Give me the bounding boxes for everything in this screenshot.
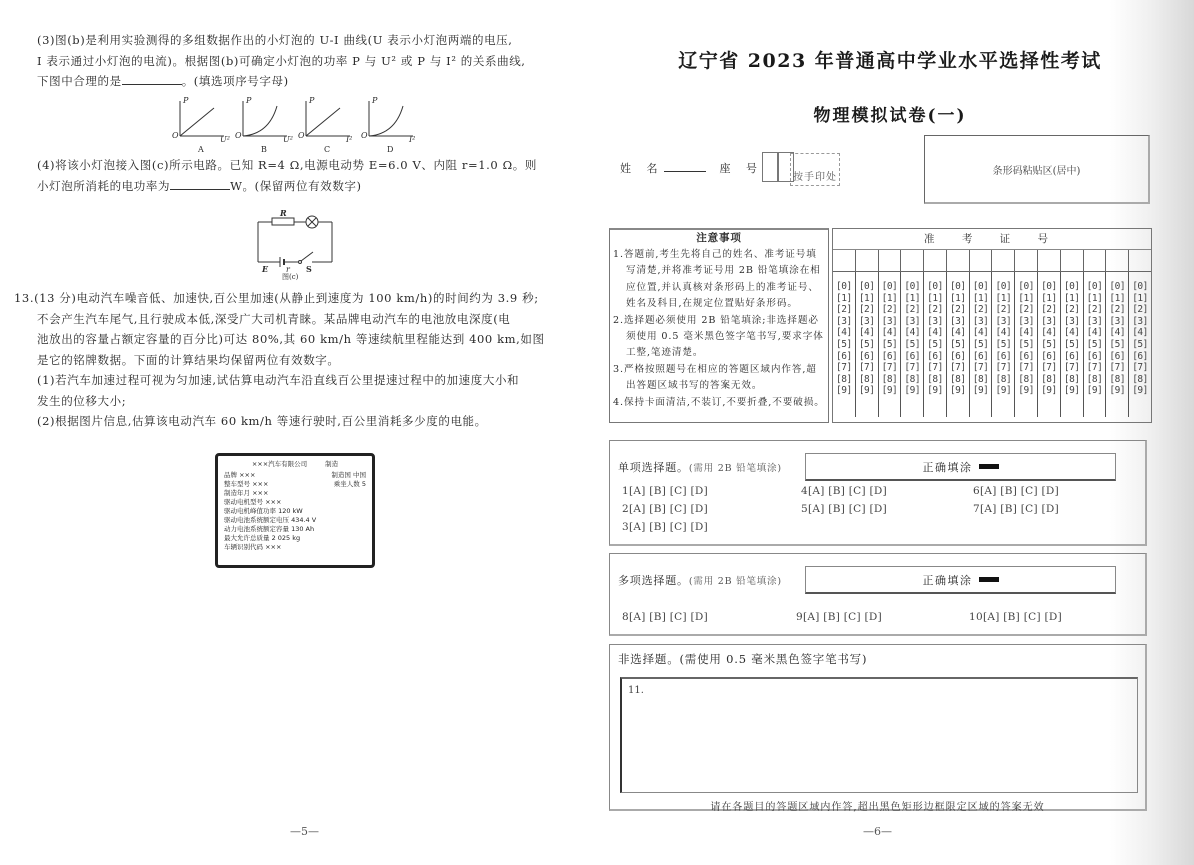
- digit-bubble[interactable]: [4]: [881, 327, 898, 339]
- digit-bubble[interactable]: [8]: [949, 373, 966, 385]
- exam-id-column: [1128, 272, 1151, 417]
- label-E: E: [262, 264, 269, 274]
- q13-line3: 池放出的容量占额定容量的百分比)可达 80%,其 60 km/h 等速续航里程能达到 400 km,如图: [37, 332, 545, 346]
- exam-id-write-cell[interactable]: [1014, 250, 1037, 271]
- digit-bubble[interactable]: [8]: [904, 373, 921, 385]
- digit-bubble[interactable]: [3]: [836, 315, 852, 327]
- digit-bubble[interactable]: [8]: [881, 373, 898, 385]
- seat-box-1[interactable]: [762, 152, 778, 182]
- digit-bubble[interactable]: [7]: [1086, 362, 1103, 374]
- digit-bubble[interactable]: [7]: [836, 362, 852, 374]
- graph-label: C: [324, 145, 331, 154]
- digit-bubble[interactable]: [4]: [972, 327, 989, 339]
- curve-b: [243, 106, 277, 136]
- curve-c: [306, 108, 340, 136]
- exam-id-column: [1083, 272, 1106, 417]
- digit-bubble[interactable]: [5]: [1132, 338, 1148, 350]
- nameplate-row: [224, 534, 366, 543]
- digit-bubble[interactable]: [3]: [949, 315, 966, 327]
- digit-bubble[interactable]: [3]: [881, 315, 898, 327]
- choice-question-7[interactable]: 7[A] [B] [C] [D]: [973, 503, 1060, 515]
- exam-id-column: [1105, 272, 1128, 417]
- digit-bubble[interactable]: [5]: [1063, 338, 1080, 350]
- digit-bubble[interactable]: [7]: [995, 362, 1012, 374]
- digit-bubble[interactable]: [9]: [949, 385, 966, 397]
- q13-line2: 不会产生汽车尾气,且行驶成本低,深受广大司机青睐。某品牌电动汽车的电池放电深度(电: [37, 311, 511, 326]
- digit-bubble[interactable]: [0]: [1109, 281, 1126, 292]
- digit-bubble[interactable]: [8]: [1018, 373, 1034, 385]
- exam-id-write-cell[interactable]: [1128, 250, 1151, 271]
- exam-id-column: [1014, 272, 1037, 417]
- exam-id-write-cell[interactable]: [1060, 250, 1083, 271]
- answer-blank[interactable]: [170, 177, 230, 190]
- choice-question-10[interactable]: 10[A] [B] [C] [D]: [969, 611, 1062, 623]
- thumbprint-area: 按手印处: [790, 153, 840, 186]
- label-S: S: [306, 264, 312, 274]
- nameplate-key: 驱动电机型号 ×××: [224, 498, 282, 506]
- digit-bubble[interactable]: [2]: [972, 304, 989, 316]
- pu-graphs: [172, 98, 422, 152]
- digit-bubble[interactable]: [3]: [1018, 315, 1034, 327]
- digit-bubble[interactable]: [3]: [995, 315, 1012, 327]
- choice-question-6[interactable]: 6[A] [B] [C] [D]: [973, 485, 1060, 497]
- digit-bubble[interactable]: [6]: [1086, 350, 1103, 362]
- digit-bubble[interactable]: [9]: [1086, 385, 1103, 397]
- digit-bubble[interactable]: [4]: [949, 327, 966, 339]
- digit-bubble[interactable]: [0]: [836, 281, 852, 292]
- digit-bubble[interactable]: [9]: [1109, 385, 1126, 397]
- digit-bubble[interactable]: [7]: [927, 362, 943, 374]
- digit-bubble[interactable]: [3]: [927, 315, 943, 327]
- q12-part3-line3: 下图中合理的是 。(填选项序号字母): [37, 74, 289, 88]
- digit-bubble[interactable]: [0]: [1041, 281, 1057, 292]
- digit-bubble[interactable]: [1]: [1086, 292, 1103, 304]
- digit-bubble[interactable]: [2]: [1132, 304, 1148, 316]
- choice-question-2[interactable]: 2[A] [B] [C] [D]: [622, 503, 709, 515]
- digit-bubble[interactable]: [4]: [904, 327, 921, 339]
- digit-bubble[interactable]: [4]: [1041, 327, 1057, 339]
- multi-choice-label: 多项选择题。(需用 2B 铅笔填涂): [618, 574, 782, 587]
- nameplate-rows: [224, 471, 366, 552]
- digit-bubble[interactable]: [1]: [927, 292, 943, 304]
- exam-id-write-cell[interactable]: [900, 250, 923, 271]
- exam-id-write-cell[interactable]: [946, 250, 969, 271]
- digit-bubble[interactable]: [3]: [904, 315, 921, 327]
- digit-bubble[interactable]: [1]: [836, 292, 852, 304]
- digit-bubble[interactable]: [9]: [1041, 385, 1057, 397]
- q13-line7: (2)根据图片信息,估算该电动汽车 60 km/h 等速行驶时,百公里消耗多少度的电能。: [37, 414, 487, 428]
- digit-bubble[interactable]: [3]: [972, 315, 989, 327]
- digit-bubble[interactable]: [2]: [995, 304, 1012, 316]
- choice-question-4[interactable]: 4[A] [B] [C] [D]: [801, 485, 888, 497]
- nameplate-key: 动力电池系统额定容量 130 Ah: [224, 525, 315, 533]
- digit-bubble[interactable]: [7]: [949, 362, 966, 374]
- digit-bubble[interactable]: [8]: [927, 373, 943, 385]
- page-number: —5—: [290, 825, 319, 838]
- origin-label: O: [235, 131, 242, 140]
- nameplate-row: [224, 516, 366, 525]
- digit-bubble[interactable]: [4]: [995, 327, 1012, 339]
- choice-question-9[interactable]: 9[A] [B] [C] [D]: [796, 611, 883, 623]
- digit-bubble[interactable]: [6]: [1132, 350, 1148, 362]
- digit-bubble[interactable]: [2]: [949, 304, 966, 316]
- digit-bubble[interactable]: [8]: [836, 373, 852, 385]
- exam-id-column: [833, 272, 855, 417]
- fill-mark-icon: [979, 577, 999, 582]
- origin-label: O: [172, 131, 179, 140]
- digit-bubble[interactable]: [2]: [927, 304, 943, 316]
- exam-id-column: [900, 272, 923, 417]
- exam-id-write-cell[interactable]: [923, 250, 946, 271]
- digit-bubble[interactable]: [3]: [1041, 315, 1057, 327]
- answer-area-note: 请在各题目的答题区域内作答,超出黑色矩形边框限定区域的答案无效: [710, 802, 1045, 813]
- digit-bubble[interactable]: [4]: [1132, 327, 1148, 339]
- exam-id-write-cell[interactable]: [1105, 250, 1128, 271]
- digit-bubble[interactable]: [7]: [858, 362, 875, 374]
- digit-bubble[interactable]: [5]: [972, 338, 989, 350]
- digit-bubble[interactable]: [0]: [972, 281, 989, 292]
- nameplate-row: [224, 543, 366, 552]
- digit-bubble[interactable]: [8]: [1109, 373, 1126, 385]
- digit-bubble[interactable]: [6]: [927, 350, 943, 362]
- curve-d: [369, 106, 403, 136]
- resistor-icon: [272, 218, 294, 225]
- exam-id-column: [946, 272, 969, 417]
- digit-bubble[interactable]: [3]: [1086, 315, 1103, 327]
- digit-bubble[interactable]: [7]: [1109, 362, 1126, 374]
- digit-bubble[interactable]: [8]: [995, 373, 1012, 385]
- exam-id-write-cell[interactable]: [991, 250, 1014, 271]
- nameplate-key: 驱动电池系统额定电压 434.4 V: [224, 516, 317, 524]
- digit-bubble[interactable]: [7]: [1132, 362, 1148, 374]
- q12-part3: [37, 30, 557, 92]
- left-page: [0, 0, 590, 865]
- digit-bubble[interactable]: [0]: [1018, 281, 1034, 292]
- graph-label: A: [198, 145, 204, 154]
- digit-bubble[interactable]: [6]: [904, 350, 921, 362]
- axis-label-y: P: [372, 96, 378, 105]
- digit-bubble[interactable]: [1]: [1132, 292, 1148, 304]
- label-r: r: [286, 265, 290, 274]
- choice-question-8[interactable]: 8[A] [B] [C] [D]: [622, 611, 709, 623]
- axis-label-x: U²: [220, 135, 230, 144]
- digit-bubble[interactable]: [0]: [995, 281, 1012, 292]
- single-choice-label: 单项选择题。(需用 2B 铅笔填涂): [618, 461, 782, 474]
- single-choice-section: [609, 440, 1147, 546]
- barcode-area: 条形码粘贴区(居中): [924, 135, 1150, 204]
- exam-id-write-cell[interactable]: [1083, 250, 1106, 271]
- correct-fill-example: 正确填涂: [805, 566, 1116, 594]
- digit-bubble[interactable]: [1]: [995, 292, 1012, 304]
- axis-label-y: P: [183, 96, 189, 105]
- digit-bubble[interactable]: [0]: [949, 281, 966, 292]
- digit-bubble[interactable]: [9]: [1132, 385, 1148, 397]
- notes-title: 注意事项: [696, 232, 742, 244]
- seat-label: 座 号: [719, 162, 763, 175]
- digit-bubble[interactable]: [8]: [972, 373, 989, 385]
- digit-bubble[interactable]: [5]: [927, 338, 943, 350]
- nameplate-key: 驱动电机峰值功率 120 kW: [224, 507, 303, 515]
- digit-bubble[interactable]: [0]: [881, 281, 898, 292]
- label-R: R: [280, 208, 287, 218]
- digit-bubble[interactable]: [5]: [881, 338, 898, 350]
- q12-part4-line1: (4)将该小灯泡接入图(c)所示电路。已知 R=4 Ω,电源电动势 E=6.0 V、内阻 r=1.0 Ω。则: [37, 158, 537, 172]
- digit-bubble[interactable]: [7]: [972, 362, 989, 374]
- q13-line5: (1)若汽车加速过程可视为匀加速,试估算电动汽车沿直线百公里提速过程中的加速度大小和: [37, 373, 520, 387]
- notes-item: 3.严格按照题号在相应的答题区域内作答,超出答题区域书写的答案无效。: [613, 363, 817, 392]
- nameplate-key: 最大允许总质量 2 025 kg: [224, 534, 301, 542]
- digit-bubble[interactable]: [2]: [858, 304, 875, 316]
- digit-bubble[interactable]: [7]: [1041, 362, 1057, 374]
- digit-bubble[interactable]: [6]: [1041, 350, 1057, 362]
- digit-bubble[interactable]: [1]: [1018, 292, 1034, 304]
- digit-bubble[interactable]: [6]: [949, 350, 966, 362]
- digit-bubble[interactable]: [6]: [881, 350, 898, 362]
- digit-bubble[interactable]: [0]: [858, 281, 875, 292]
- digit-bubble[interactable]: [7]: [881, 362, 898, 374]
- notes-item: 2.选择题必须使用 2B 铅笔填涂;非选择题必须使用 0.5 毫米黑色签字笔书写,要求字体工整,笔迹清楚。: [613, 314, 824, 359]
- digit-bubble[interactable]: [1]: [1109, 292, 1126, 304]
- digit-bubble[interactable]: [5]: [836, 338, 852, 350]
- digit-bubble[interactable]: [1]: [1063, 292, 1080, 304]
- q12-part3-line1: (3)图(b)是利用实验测得的多组数据作出的小灯泡的 U-I 曲线(U 表示小灯泡两端的电压,: [37, 33, 513, 47]
- exam-id-title: 准 考 证 号: [833, 229, 1151, 250]
- q13-line4: 是它的铭牌数据。下面的计算结果均保留两位有效数字。: [37, 352, 340, 367]
- digit-bubble[interactable]: [9]: [858, 385, 875, 397]
- digit-bubble[interactable]: [6]: [858, 350, 875, 362]
- exam-id-column: [1037, 272, 1060, 417]
- digit-bubble[interactable]: [9]: [836, 385, 852, 397]
- exam-id-write-cell[interactable]: [833, 250, 855, 271]
- digit-bubble[interactable]: [8]: [1086, 373, 1103, 385]
- graph-option-b: [235, 98, 293, 152]
- digit-bubble[interactable]: [2]: [1086, 304, 1103, 316]
- digit-bubble[interactable]: [9]: [881, 385, 898, 397]
- digit-bubble[interactable]: [8]: [858, 373, 875, 385]
- digit-bubble[interactable]: [6]: [1018, 350, 1034, 362]
- exam-id-column: [969, 272, 992, 417]
- digit-bubble[interactable]: [1]: [1041, 292, 1057, 304]
- digit-bubble[interactable]: [3]: [1132, 315, 1148, 327]
- digit-bubble[interactable]: [1]: [858, 292, 875, 304]
- correct-fill-example: 正确填涂: [805, 453, 1116, 481]
- graph-option-c: [298, 98, 356, 152]
- graph-label: B: [261, 145, 267, 154]
- origin-label: O: [361, 131, 368, 140]
- nameplate-row: [224, 525, 366, 534]
- vehicle-nameplate: [215, 453, 375, 568]
- digit-bubble[interactable]: [6]: [1063, 350, 1080, 362]
- digit-bubble[interactable]: [4]: [927, 327, 943, 339]
- question-number: 11.: [628, 685, 644, 696]
- nameplate-row: [224, 507, 366, 516]
- nameplate-header: ×××汽车有限公司 制造: [251, 460, 339, 468]
- digit-bubble[interactable]: [8]: [1041, 373, 1057, 385]
- digit-bubble[interactable]: [1]: [904, 292, 921, 304]
- digit-bubble[interactable]: [2]: [881, 304, 898, 316]
- non-choice-label: 非选择题。(需使用 0.5 毫米黑色签字笔书写): [618, 652, 868, 666]
- nameplate-key: 制造年月 ×××: [224, 489, 269, 497]
- axis-label-y: P: [246, 96, 252, 105]
- answer-area-11[interactable]: [620, 677, 1138, 793]
- axis-label-x: U²: [283, 135, 293, 144]
- digit-bubble[interactable]: [5]: [1086, 338, 1103, 350]
- digit-bubble[interactable]: [0]: [1132, 281, 1148, 292]
- name-input[interactable]: [664, 171, 706, 172]
- exam-id-column: [991, 272, 1014, 417]
- digit-bubble[interactable]: [1]: [972, 292, 989, 304]
- digit-bubble[interactable]: [4]: [1109, 327, 1126, 339]
- digit-bubble[interactable]: [4]: [1018, 327, 1034, 339]
- digit-bubble[interactable]: [2]: [1109, 304, 1126, 316]
- digit-bubble[interactable]: [4]: [1086, 327, 1103, 339]
- exam-id-column: [855, 272, 878, 417]
- nameplate-key: 品牌 ×××: [224, 471, 256, 479]
- digit-bubble[interactable]: [6]: [1109, 350, 1126, 362]
- digit-bubble[interactable]: [8]: [1063, 373, 1080, 385]
- digit-bubble[interactable]: [4]: [858, 327, 875, 339]
- q12-part3-line2: I 表示通过小灯泡的电流)。根据图(b)可确定小灯泡的功率 P 与 U² 或 P 与 I² 的关系曲线,: [37, 53, 526, 68]
- axis-label-x: I²: [346, 135, 353, 144]
- digit-bubble[interactable]: [2]: [904, 304, 921, 316]
- switch-icon: [301, 252, 313, 261]
- digit-bubble[interactable]: [0]: [1063, 281, 1080, 292]
- digit-bubble[interactable]: [9]: [904, 385, 921, 397]
- digit-bubble[interactable]: [5]: [1041, 338, 1057, 350]
- choice-question-3[interactable]: 3[A] [B] [C] [D]: [622, 521, 709, 533]
- digit-bubble[interactable]: [2]: [1063, 304, 1080, 316]
- digit-bubble[interactable]: [0]: [1086, 281, 1103, 292]
- digit-bubble[interactable]: [6]: [995, 350, 1012, 362]
- circuit-diagram: [250, 205, 340, 280]
- digit-bubble[interactable]: [8]: [1132, 373, 1148, 385]
- digit-bubble[interactable]: [2]: [1018, 304, 1034, 316]
- q13-line1: 13.(13 分)电动汽车噪音低、加速快,百公里加速(从静止到速度为 100 km/h)的时间约为 3.9 秒;: [14, 291, 539, 305]
- digit-bubble[interactable]: [3]: [1109, 315, 1126, 327]
- choice-question-5[interactable]: 5[A] [B] [C] [D]: [801, 503, 888, 515]
- digit-bubble[interactable]: [1]: [949, 292, 966, 304]
- digit-bubble[interactable]: [7]: [904, 362, 921, 374]
- notes-item: 1.答题前,考生先将自己的姓名、准考证号填写清楚,并将准考证号用 2B 铅笔填涂在相应位置,并认真核对条形码上的准考证号、姓名及科目,在规定位置贴好条形码。: [613, 249, 821, 310]
- digit-bubble[interactable]: [2]: [836, 304, 852, 316]
- axis-label-y: P: [309, 96, 315, 105]
- nameplate-row: [224, 489, 366, 498]
- digit-bubble[interactable]: [0]: [904, 281, 921, 292]
- exam-id-column: [878, 272, 901, 417]
- exam-id-column: [923, 272, 946, 417]
- digit-bubble[interactable]: [5]: [858, 338, 875, 350]
- exam-id-grid: [832, 228, 1152, 423]
- digit-bubble[interactable]: [2]: [1041, 304, 1057, 316]
- digit-bubble[interactable]: [3]: [858, 315, 875, 327]
- name-label: 姓 名: [620, 162, 664, 175]
- nameplate-key: 车辆识别代码 ×××: [224, 543, 282, 551]
- digit-bubble[interactable]: [5]: [995, 338, 1012, 350]
- digit-bubble[interactable]: [9]: [1063, 385, 1080, 397]
- choice-question-1[interactable]: 1[A] [B] [C] [D]: [622, 485, 709, 497]
- multi-choice-section: [609, 553, 1147, 636]
- exam-id-write-cell[interactable]: [855, 250, 878, 271]
- exam-id-write-cell[interactable]: [878, 250, 901, 271]
- q12-part4: [37, 155, 557, 196]
- digit-bubble[interactable]: [9]: [995, 385, 1012, 397]
- digit-bubble[interactable]: [3]: [1063, 315, 1080, 327]
- digit-bubble[interactable]: [9]: [927, 385, 943, 397]
- digit-bubble[interactable]: [9]: [972, 385, 989, 397]
- q12-part4-line2: 小灯泡所消耗的电功率为 W。(保留两位有效数字): [37, 178, 362, 193]
- digit-bubble[interactable]: [5]: [949, 338, 966, 350]
- digit-bubble[interactable]: [4]: [1063, 327, 1080, 339]
- name-field: [620, 160, 763, 176]
- nameplate-row: [224, 480, 366, 489]
- digit-bubble[interactable]: [6]: [836, 350, 852, 362]
- notes-box: [609, 228, 829, 423]
- curve-a: [180, 108, 214, 136]
- digit-bubble[interactable]: [7]: [1018, 362, 1034, 374]
- graph-option-a: [172, 98, 230, 152]
- q13: [14, 288, 574, 432]
- circuit-caption: 图(c): [282, 273, 299, 281]
- digit-bubble[interactable]: [5]: [1109, 338, 1126, 350]
- exam-id-write-cell[interactable]: [969, 250, 992, 271]
- exam-subtitle: 物理模拟试卷(一): [813, 106, 967, 126]
- exam-title: 辽宁省 2023 年普通高中学业水平选择性考试: [678, 50, 1102, 72]
- nameplate-value: 制造国 中国: [331, 471, 366, 479]
- digit-bubble[interactable]: [5]: [904, 338, 921, 350]
- nameplate-row: [224, 471, 366, 480]
- graph-label: D: [387, 145, 394, 154]
- nameplate-value: 乘坐人数 5: [333, 480, 366, 488]
- digit-bubble[interactable]: [6]: [972, 350, 989, 362]
- digit-bubble[interactable]: [7]: [1063, 362, 1080, 374]
- digit-bubble[interactable]: [1]: [881, 292, 898, 304]
- axis-label-x: I²: [409, 135, 416, 144]
- notes-item: 4.保持卡面清洁,不装订,不要折叠,不要破损。: [613, 396, 825, 408]
- digit-bubble[interactable]: [9]: [1018, 385, 1034, 397]
- graph-option-d: [361, 98, 419, 152]
- non-choice-section: [609, 644, 1147, 811]
- q13-line6: 发生的位移大小;: [37, 393, 127, 408]
- answer-blank[interactable]: [122, 72, 182, 85]
- nameplate-row: [224, 498, 366, 507]
- nameplate-key: 整车型号 ×××: [224, 480, 269, 488]
- origin-label: O: [298, 131, 305, 140]
- fill-mark-icon: [979, 464, 999, 469]
- digit-bubble[interactable]: [4]: [836, 327, 852, 339]
- exam-id-column: [1060, 272, 1083, 417]
- digit-bubble[interactable]: [5]: [1018, 338, 1034, 350]
- page-number: —6—: [863, 825, 892, 838]
- digit-bubble[interactable]: [0]: [927, 281, 943, 292]
- exam-id-write-cell[interactable]: [1037, 250, 1060, 271]
